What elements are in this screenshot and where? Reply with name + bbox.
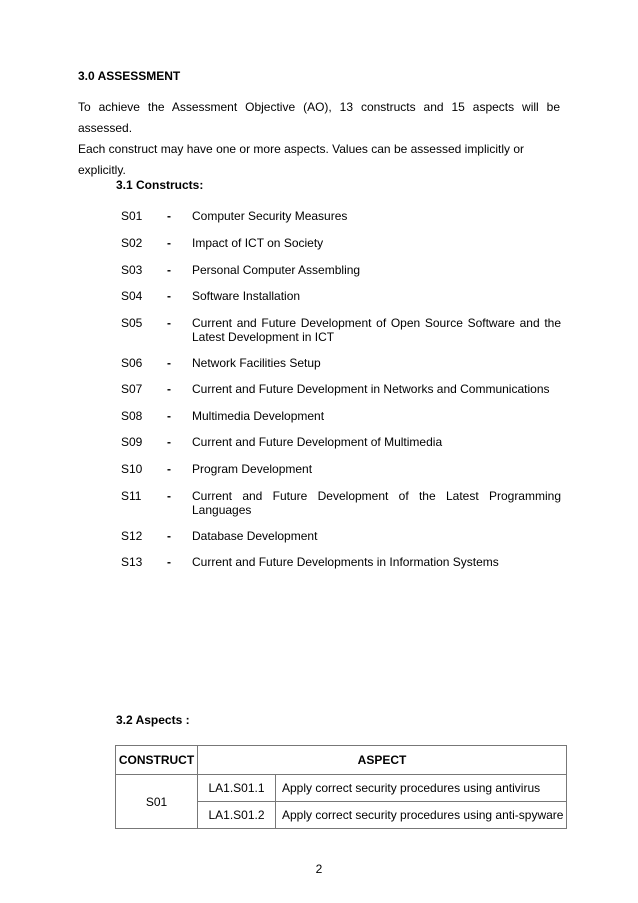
construct-desc: Impact of ICT on Society (192, 236, 324, 250)
construct-code: S02 (121, 236, 143, 250)
construct-column-header: CONSTRUCT (116, 746, 198, 775)
construct-dash: - (167, 489, 171, 503)
construct-code: S08 (121, 409, 143, 423)
construct-desc: Computer Security Measures (192, 209, 348, 223)
intro-line: Each construct may have one or more aspects. Values can be assessed implicitly or (78, 142, 524, 156)
construct-code: S09 (121, 435, 143, 449)
table-row (116, 775, 567, 802)
aspect-code-cell: LA1.S01.1 (198, 775, 276, 802)
construct-desc: Current and Future Development of Multimedia (192, 435, 443, 449)
construct-code: S03 (121, 263, 143, 277)
construct-code: S04 (121, 289, 143, 303)
construct-dash: - (167, 289, 171, 303)
construct-desc: Network Facilities Setup (192, 356, 321, 370)
aspect-desc-cell: Apply correct security procedures using anti-spyware (276, 802, 567, 829)
construct-dash: - (167, 529, 171, 543)
construct-code: S05 (121, 316, 143, 330)
section-heading: 3.0 ASSESSMENT (78, 69, 181, 83)
construct-desc: Program Development (192, 462, 313, 476)
construct-desc: Current and Future Development of Open Source Software and the Latest Development in ICT (192, 316, 561, 344)
constructs-heading: 3.1 Constructs: (116, 178, 204, 192)
construct-code: S01 (121, 209, 143, 223)
construct-desc: Current and Future Development of the Latest Programming Languages (192, 489, 561, 517)
aspects-table (115, 745, 567, 829)
construct-code: S12 (121, 529, 143, 543)
page-number: 2 (315, 862, 323, 876)
construct-desc: Software Installation (192, 289, 301, 303)
construct-dash: - (167, 236, 171, 250)
construct-dash: - (167, 209, 171, 223)
aspects-heading: 3.2 Aspects : (116, 713, 190, 727)
construct-dash: - (167, 382, 171, 396)
construct-dash: - (167, 263, 171, 277)
construct-dash: - (167, 462, 171, 476)
aspect-code-cell: LA1.S01.2 (198, 802, 276, 829)
construct-code: S06 (121, 356, 143, 370)
construct-code: S07 (121, 382, 143, 396)
construct-cell: S01 (116, 775, 198, 829)
construct-desc: Current and Future Development in Networks and Communications (192, 382, 550, 396)
construct-desc: Personal Computer Assembling (192, 263, 361, 277)
construct-dash: - (167, 409, 171, 423)
construct-dash: - (167, 316, 171, 330)
intro-line: To achieve the Assessment Objective (AO), 13 constructs and 15 aspects will be assessed. (78, 100, 560, 135)
aspect-desc-cell: Apply correct security procedures using antivirus (276, 775, 567, 802)
aspect-column-header: ASPECT (198, 746, 567, 775)
construct-code: S13 (121, 555, 143, 569)
table-header-row (116, 746, 567, 775)
intro-paragraph (78, 97, 560, 181)
construct-dash: - (167, 435, 171, 449)
construct-desc: Current and Future Developments in Information Systems (192, 555, 499, 569)
construct-code: S10 (121, 462, 143, 476)
construct-dash: - (167, 555, 171, 569)
construct-dash: - (167, 356, 171, 370)
construct-desc: Multimedia Development (192, 409, 325, 423)
intro-line: explicitly. (78, 163, 126, 177)
construct-code: S11 (121, 489, 142, 503)
construct-desc: Database Development (192, 529, 318, 543)
